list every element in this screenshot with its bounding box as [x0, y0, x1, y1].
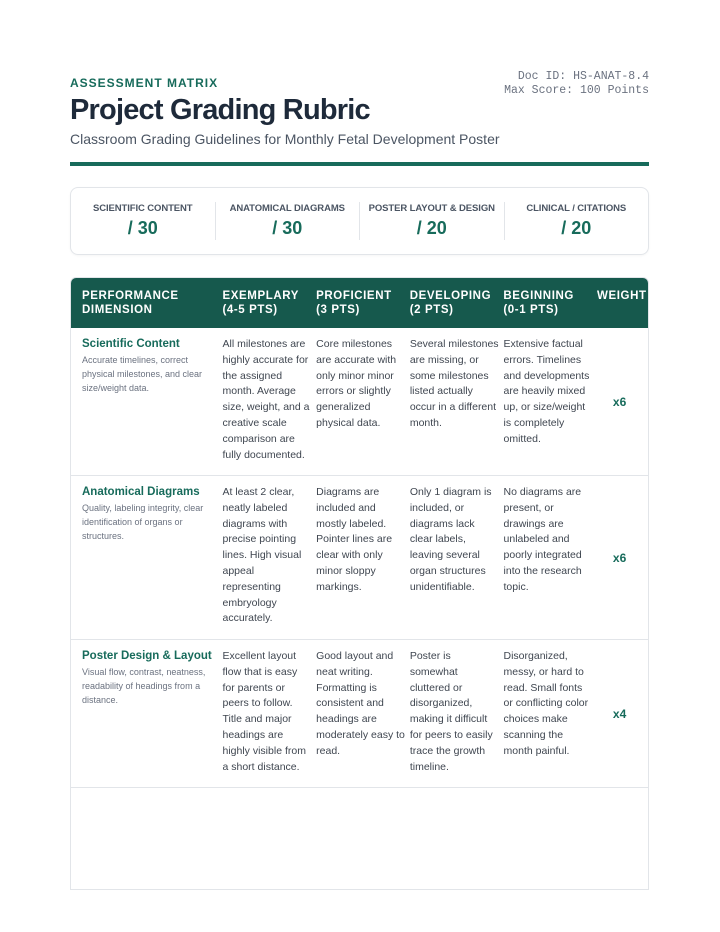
proficient-cell: Diagrams are included and mostly labeled. Pointer lines are clear with only minor sloppy markings. — [316, 486, 393, 593]
exemplary-cell: At least 2 clear, neatly labeled diagrams with precise pointing lines. High visual appeal representing embryology accurately. — [222, 486, 302, 625]
score-card-clinical-citations — [505, 202, 649, 240]
column-header-dimension: PERFORMANCE DIMENSION — [82, 290, 179, 316]
developing-cell: Poster is somewhat cluttered or disorganized, making it difficult for peers to easily trace the growth timeline. — [409, 650, 493, 773]
rubric-table — [70, 277, 649, 890]
exemplary-cell: All milestones are highly accurate for the assigned month. Average size, weight, and a creative scale comparison are fully documented. — [222, 338, 310, 461]
dimension-cell — [71, 640, 223, 787]
score-value: / 30 — [127, 218, 158, 238]
column-header-proficient: PROFICIENT (3 PTS) — [316, 290, 392, 316]
proficient-cell: Good layout and neat writing. Formatting is consistent and headings are moderately easy to read. — [316, 650, 405, 757]
section-kicker: ASSESSMENT MATRIX — [70, 76, 219, 90]
rubric-page — [70, 0, 649, 932]
table-header — [71, 278, 648, 328]
score-label: ANATOMICAL DIAGRAMS — [229, 203, 345, 214]
exemplary-cell: Excellent layout flow that is easy for parents or peers to follow. Title and major headings are highly visible from a short distance. — [222, 650, 306, 773]
beginning-cell: No diagrams are present, or drawings are unlabeled and poorly integrated into the research topic. — [503, 486, 582, 593]
dimension-description: Quality, labeling integrity, clear identification of organs or structures. — [82, 503, 204, 541]
score-card-scientific-content — [71, 202, 216, 240]
weight-value: x6 — [612, 394, 627, 409]
weight-value: x4 — [612, 706, 627, 721]
page-subtitle: Classroom Grading Guidelines for Monthly Fetal Development Poster — [70, 131, 500, 147]
beginning-cell: Disorganized, messy, or hard to read. Small fonts or conflicting color choices make scanning the month painful. — [503, 650, 589, 757]
dimension-cell — [71, 476, 223, 639]
dimension-name: Anatomical Diagrams — [82, 486, 200, 498]
beginning-cell: Extensive factual errors. Timelines and developments are heavily mixed up, or size/weight is completely omitted. — [503, 338, 590, 445]
score-label: SCIENTIFIC CONTENT — [92, 203, 193, 214]
dimension-description: Visual flow, contrast, neatness, readability of headings from a distance. — [82, 667, 206, 705]
score-card-poster-layout — [360, 202, 505, 240]
max-score: Max Score: 100 Points — [504, 84, 649, 97]
table-row — [71, 640, 648, 788]
score-card-anatomical-diagrams — [216, 202, 361, 240]
score-label: POSTER LAYOUT & DESIGN — [368, 203, 495, 214]
developing-cell: Only 1 diagram is included, or diagrams lack clear labels, leaving several organ structures unidentifiable. — [409, 486, 492, 593]
score-value: / 20 — [561, 218, 592, 238]
table-row — [71, 328, 648, 476]
column-header-developing: DEVELOPING (2 PTS) — [409, 290, 492, 316]
column-header-weight: WEIGHT — [597, 290, 647, 302]
score-label: CLINICAL / CITATIONS — [526, 203, 627, 214]
score-value: / 30 — [272, 218, 303, 238]
column-header-exemplary: EXEMPLARY (4-5 PTS) — [222, 290, 299, 316]
document-meta — [504, 70, 649, 98]
dimension-cell — [71, 328, 223, 475]
weight-value: x6 — [612, 550, 627, 565]
score-summary — [70, 187, 649, 255]
column-header-beginning: BEGINNING (0-1 PTS) — [503, 290, 574, 316]
dimension-description: Accurate timelines, correct physical milestones, and clear size/weight data. — [82, 355, 203, 393]
proficient-cell: Core milestones are accurate with only minor minor errors or slightly generalized physical data. — [316, 338, 397, 429]
dimension-name: Poster Design & Layout — [82, 650, 212, 662]
doc-id: Doc ID: HS-ANAT-8.4 — [517, 70, 649, 83]
score-value: / 20 — [416, 218, 447, 238]
table-row — [71, 476, 648, 640]
page-title: Project Grading Rubric — [70, 94, 370, 126]
developing-cell: Several milestones are missing, or some milestones listed actually occur in a different month. — [409, 338, 499, 429]
header-divider — [70, 162, 649, 166]
dimension-name: Scientific Content — [82, 338, 180, 350]
